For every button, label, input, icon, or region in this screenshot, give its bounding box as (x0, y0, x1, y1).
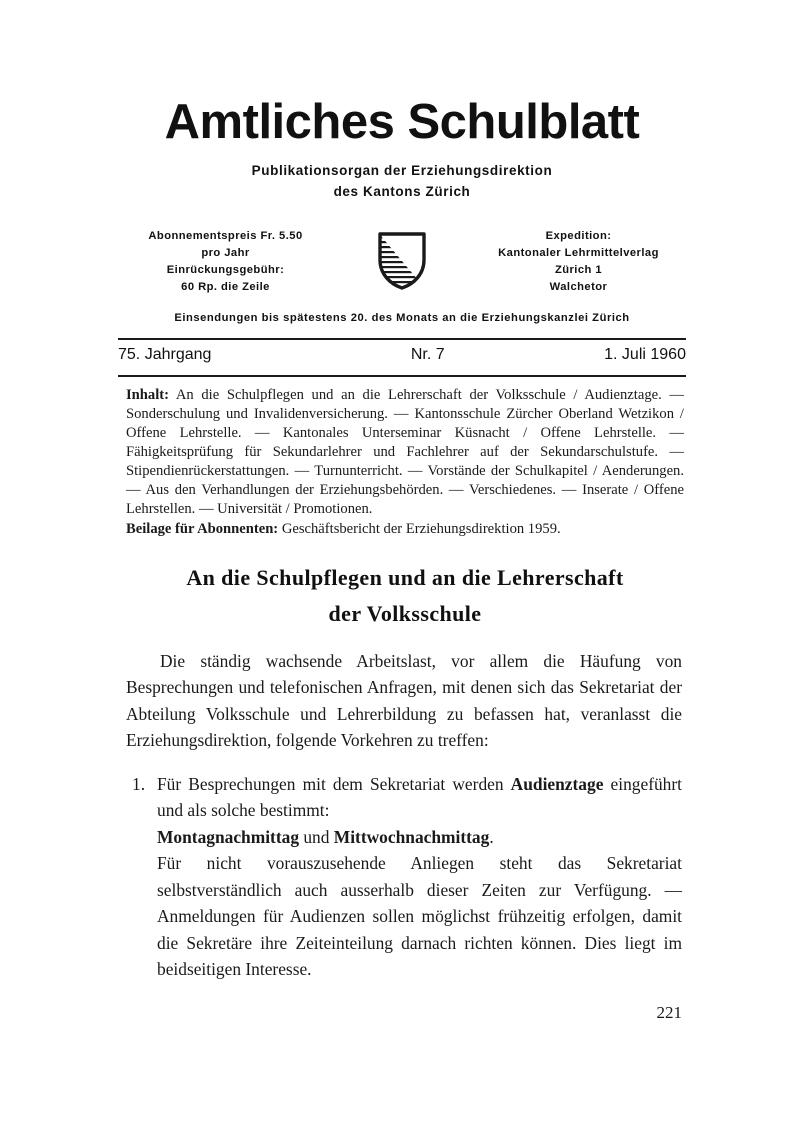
expedition-line-1: Expedition: (545, 230, 612, 242)
divider-rule-top (118, 338, 686, 340)
subscription-info (118, 228, 333, 296)
masthead (118, 95, 686, 203)
article-heading-line-1: An die Schulpflegen und an die Lehrerschaft (186, 565, 624, 590)
audienztage-emphasis: Audienztage (510, 773, 604, 794)
publication-subtitle (118, 161, 686, 203)
masthead-info-row (118, 228, 686, 296)
days-period: . (489, 826, 494, 847)
lead-text-before: Für Besprechungen mit dem Sekretariat werden (157, 773, 511, 794)
list-item (126, 771, 682, 983)
zurich-coat-of-arms-icon (376, 230, 428, 292)
list-item-marker: 1. (132, 773, 146, 794)
list-item-lead (157, 771, 682, 824)
divider-rule-bottom (118, 375, 686, 377)
expedition-info (471, 228, 686, 296)
issue-volume: 75. Jahrgang (118, 346, 212, 363)
toc-supplement-text: Geschäftsbericht der Erziehungsdirektion 1959. (281, 520, 561, 537)
article-body (126, 648, 682, 982)
subscription-line-2: pro Jahr (201, 247, 250, 260)
page-number: 221 (656, 1003, 682, 1022)
subscription-line-4: 60 Rp. die Zeile (181, 281, 270, 294)
subtitle-line-1: Publikationsorgan der Erziehungsdirektion (251, 163, 553, 178)
day-wednesday-emphasis: Mittwochnachmittag (333, 826, 490, 847)
crest-container (367, 228, 437, 292)
article-intro-paragraph: Die ständig wachsende Arbeitslast, vor allem die Häufung von Besprechungen und telefonischen Anfragen, mit denen sich das Sekretariat der Abteilung Volksschule und Lehrerbildung zu befassen hat, veranlasst die Erziehungsdirektion, folgende Vorkehren zu treffen: (126, 651, 682, 751)
toc-supplement (126, 520, 684, 539)
toc-supplement-label: Beilage für Abonnenten: (126, 520, 279, 537)
toc-label: Inhalt: (126, 387, 169, 403)
publication-title: Amtliches Schulblatt (164, 95, 640, 149)
article-numbered-list (126, 771, 682, 983)
list-item-days (157, 824, 682, 850)
submission-deadline-note: Einsendungen bis spätestens 20. des Monats an die Erziehungskanzlei Zürich (174, 312, 630, 324)
expedition-line-2: Kantonaler Lehrmittelverlag (498, 247, 659, 260)
subscription-line-1: Abonnementspreis Fr. 5.50 (148, 230, 303, 242)
toc-text: An die Schulpflegen und an die Lehrerschaft der Volksschule / Audienztage. — Sonderschulung und Invalidenversicherung. — Kantonsschule Zürcher Oberland Wetzikon / Offene Lehrstelle. — Kantonales Unterseminar Küsnacht / Offene Lehrstelle. — Fähigkeitsprüfung für Sekundarlehrer und Fachlehrer auf der Sekundarschulstufe. — Stipendienrückerstattungen. — Turnunterricht. — Vorstände der Schulkapitel / Aenderungen. — Aus den Verhandlungen der Erziehungsbehörden. — Verschiedenes. — Inserate / Offene Lehrstellen. — Universität / Promotionen. (126, 387, 685, 517)
subtitle-line-2: des Kantons Zürich (333, 183, 471, 199)
list-item-body: Für nicht vorauszusehende Anliegen steht das Sekretariat selbstverständlich auch ausserhalb dieser Zeiten zur Verfügung. — Anmeldungen für Audienzen sollen möglichst frühzeitig erfolgen, damit die Sekretäre ihre Zeiteinteilung darnach richten können. Dies liegt im beidseitigen Interesse. (157, 853, 682, 979)
days-conjunction: und (299, 826, 334, 847)
table-of-contents (126, 386, 684, 539)
issue-line (118, 346, 686, 364)
day-monday-emphasis: Montagnachmittag (157, 826, 300, 847)
article-heading-line-2: der Volksschule (328, 600, 482, 626)
issue-number: Nr. 7 (410, 346, 445, 363)
article-heading (126, 560, 684, 631)
subscription-line-3: Einrückungsgebühr: (166, 264, 285, 277)
issue-date: 1. Juli 1960 (604, 346, 686, 363)
expedition-line-3: Zürich 1 (554, 264, 603, 277)
expedition-line-4: Walchetor (549, 281, 608, 294)
lead-text-after: eingeführt und als solche bestimmt: (157, 773, 682, 821)
